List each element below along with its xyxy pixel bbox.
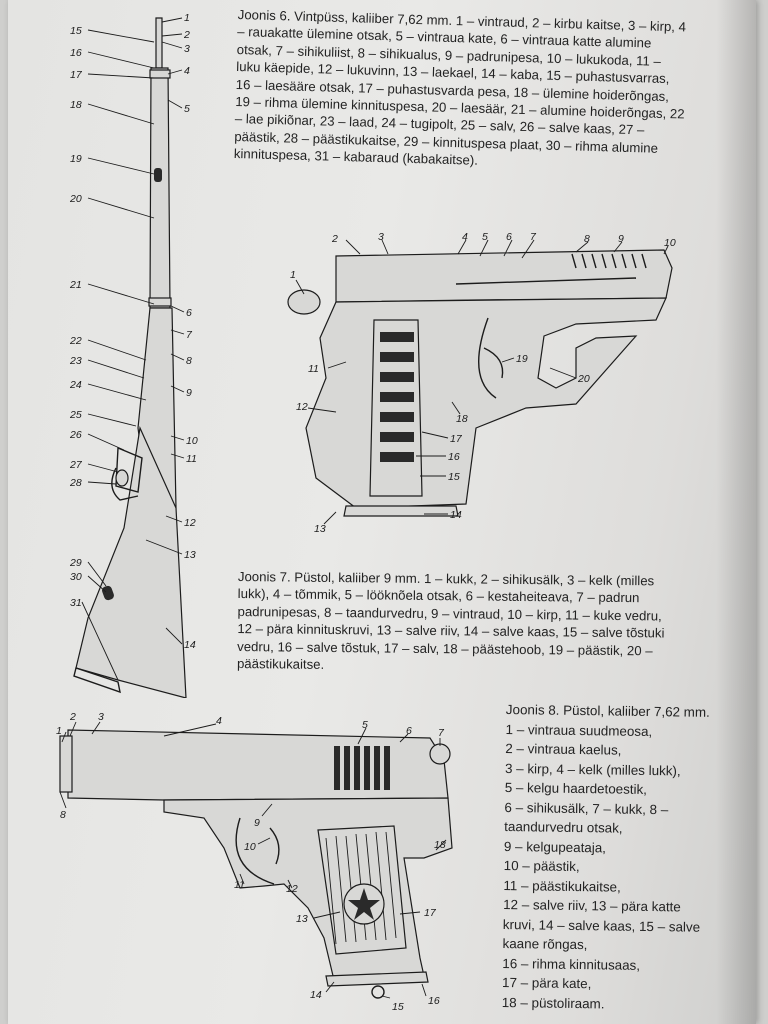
figure-8-part-7: 10 – päästik, — [503, 857, 580, 875]
page-gutter-shadow — [716, 0, 756, 1024]
fig6-label-15: 15 — [70, 25, 82, 37]
fig6-label-31: 31 — [70, 597, 82, 609]
rifle-barrel — [156, 18, 162, 68]
fig8-label-16: 16 — [428, 995, 440, 1007]
fig7-label-14: 14 — [450, 509, 462, 521]
fig7-label-11: 11 — [308, 363, 319, 375]
fig6-label-7: 7 — [186, 329, 192, 341]
figure-8-part-10: 16 – rihma kinnitusaas, — [502, 955, 641, 973]
pistol7-frame — [306, 298, 666, 508]
rifle-lower-band — [149, 298, 171, 306]
fig7-label-7: 7 — [530, 231, 536, 243]
fig6-label-24: 24 — [70, 379, 82, 391]
figure-8-part-5: 6 – sihikusälk, 7 – kukk, 8 – taandurvedru otsak, — [504, 799, 669, 836]
fig6-label-16: 16 — [70, 47, 82, 59]
pistol7-slide — [336, 250, 672, 302]
fig8-label-15: 15 — [392, 1001, 404, 1013]
fig6-label-13: 13 — [184, 549, 196, 561]
rifle-handguard — [150, 68, 170, 308]
figure-7-caption: Joonis 7. Püstol, kaliiber 9 mm. 1 – kukk, 2 – sihikusälk, 3 – kelk (milles lukk), 4 – tõmmik, 5 – lööknõela otsak, 6 – kestaheiteava, 7 – padrun padrunipesas, 8 – taandurvedru, 9 – vintraud, 10 – kirp, 11 – kuke vedru, 12 – pära kinnituskruvi, 13 – salve riiv, 14 – salve kaas, 15 – salve tõstuki vedru, 16 – salve tõstuk, 17 – salv, 18 – päästehoob, 19 – päästik, 20 – päästikukaitse. — [236, 568, 665, 672]
fig6-label-30: 30 — [70, 571, 82, 583]
pistol8-muzzle — [60, 736, 72, 792]
fig7-label-12: 12 — [296, 401, 308, 413]
fig7-label-2: 2 — [332, 233, 338, 245]
fig8-label-5: 5 — [362, 719, 368, 731]
figure-8-part-11: 17 – pära kate, — [501, 974, 592, 992]
fig8-label-9: 9 — [254, 817, 260, 829]
fig6-label-10: 10 — [186, 435, 198, 447]
fig6-label-3: 3 — [184, 43, 190, 55]
pistol8-hammer — [430, 744, 450, 764]
fig8-label-11: 11 — [234, 879, 245, 891]
fig6-label-8: 8 — [186, 355, 192, 367]
fig7-label-20: 20 — [578, 373, 590, 385]
figure-6-caption: Joonis 6. Vintpüss, kaliiber 7,62 mm. 1 – vintraud, 2 – kirbu kaitse, 3 – kirp, 4 – rauakatte ülemine otsak, 5 – vintraua kate, 6 – vintraua katte alumine otsak, 7 – sihikuliist, 8 – sihikualus, 9 – padrunipesa, 10 – lukukoda, 11 – luku käepide, 12 – lukuvinn, 13 – laekael, 14 – kaba, 15 – puhastusvarras, 16 – laesääre otsak, 17 – puhastusvarda pesa, 18 – ülemine hoiderõngas, 19 – rihma ülemine kinnituspesa, 20 – laesäär, 21 – alumine hoiderõngas, 22 – lae pikiõnar, 23 – laad, 24 – tugipolt, 25 – salv, 26 – salve kaas, 27 – päästik, 28 – päästikukaitse, 29 – kinnituspesa plaat, 30 – rihma alumine kinnituspesa, 31 – kabaraud (kabakaitse). — [233, 6, 687, 169]
fig6-label-20: 20 — [70, 193, 82, 205]
fig6-label-26: 26 — [70, 429, 82, 441]
fig8-label-1: 1 — [56, 725, 62, 737]
fig8-label-7: 7 — [438, 727, 444, 739]
fig8-label-13: 13 — [296, 913, 308, 925]
figure-8-part-1: 1 – vintraua suudmeosa, — [505, 721, 653, 739]
figure-8-pistol-drawing — [44, 708, 464, 1018]
pistol8-frame — [164, 798, 452, 980]
fig6-label-2: 2 — [184, 29, 190, 41]
pistol7-magazine — [370, 320, 422, 496]
figure-8-part-3: 3 – kirp, 4 – kelk (milles lukk), — [504, 760, 681, 778]
fig7-label-1: 1 — [290, 269, 296, 281]
fig7-label-9: 9 — [618, 233, 624, 245]
fig6-label-9: 9 — [186, 387, 192, 399]
fig6-label-4: 4 — [184, 65, 190, 77]
fig7-label-6: 6 — [506, 231, 512, 243]
rifle-sling-swivel-upper — [154, 168, 162, 182]
fig6-label-19: 19 — [70, 153, 82, 165]
fig7-label-15: 15 — [448, 471, 460, 483]
pistol8-slide — [68, 730, 448, 800]
figure-8-part-4: 5 – kelgu haardetoestik, — [504, 779, 648, 797]
figure-8-caption — [502, 700, 716, 1015]
fig7-label-13: 13 — [314, 523, 326, 535]
fig8-label-6: 6 — [406, 725, 412, 737]
figure-8-part-9: 12 – salve riiv, 13 – pära katte kruvi, 14 – salve kaas, 15 – salve kaane rõngas, — [502, 896, 701, 953]
figure-6-rifle-drawing — [58, 8, 228, 698]
fig8-label-8: 8 — [60, 809, 66, 821]
book-page — [8, 0, 756, 1024]
fig6-label-17: 17 — [70, 69, 82, 81]
fig6-label-5: 5 — [184, 103, 190, 115]
fig8-label-14: 14 — [310, 989, 322, 1001]
fig7-label-10: 10 — [664, 237, 676, 249]
fig8-label-12: 12 — [286, 883, 298, 895]
fig6-label-12: 12 — [184, 517, 196, 529]
fig7-label-17: 17 — [450, 433, 462, 445]
fig6-label-27: 27 — [70, 459, 82, 471]
fig6-label-14: 14 — [184, 639, 196, 651]
figure-7-pistol-cutaway-drawing — [276, 228, 696, 538]
fig8-label-10: 10 — [244, 841, 256, 853]
figure-8-part-12: 18 – püstoliraam. — [501, 994, 605, 1011]
figure-8-caption-title: Joonis 8. Püstol, kaliiber 7,62 mm. — [505, 701, 710, 720]
fig7-label-4: 4 — [462, 231, 468, 243]
fig6-label-1: 1 — [184, 12, 190, 24]
fig6-label-23: 23 — [70, 355, 82, 367]
fig6-label-25: 25 — [70, 409, 82, 421]
fig6-label-21: 21 — [70, 279, 82, 291]
pistol7-magazine-base — [344, 506, 458, 516]
fig8-label-17: 17 — [424, 907, 436, 919]
fig6-label-22: 22 — [70, 335, 82, 347]
fig7-label-8: 8 — [584, 233, 590, 245]
fig8-label-3: 3 — [98, 711, 104, 723]
fig6-label-18: 18 — [70, 99, 82, 111]
figure-8-part-6: 9 – kelgupeataja, — [503, 838, 607, 855]
fig6-label-28: 28 — [70, 477, 82, 489]
fig7-label-18: 18 — [456, 413, 468, 425]
figure-8-part-2: 2 – vintraua kaelus, — [505, 740, 622, 758]
fig7-label-3: 3 — [378, 231, 384, 243]
fig7-label-16: 16 — [448, 451, 460, 463]
fig6-label-29: 29 — [70, 557, 82, 569]
fig7-label-19: 19 — [516, 353, 528, 365]
figure-8-part-8: 11 – päästikukaitse, — [503, 877, 621, 895]
fig8-label-2: 2 — [70, 711, 76, 723]
fig6-label-6: 6 — [186, 307, 192, 319]
fig6-label-11: 11 — [186, 453, 197, 465]
fig7-label-5: 5 — [482, 231, 488, 243]
fig8-label-4: 4 — [216, 715, 222, 727]
rifle-upper-band — [150, 70, 170, 78]
fig8-label-18: 18 — [434, 839, 446, 851]
